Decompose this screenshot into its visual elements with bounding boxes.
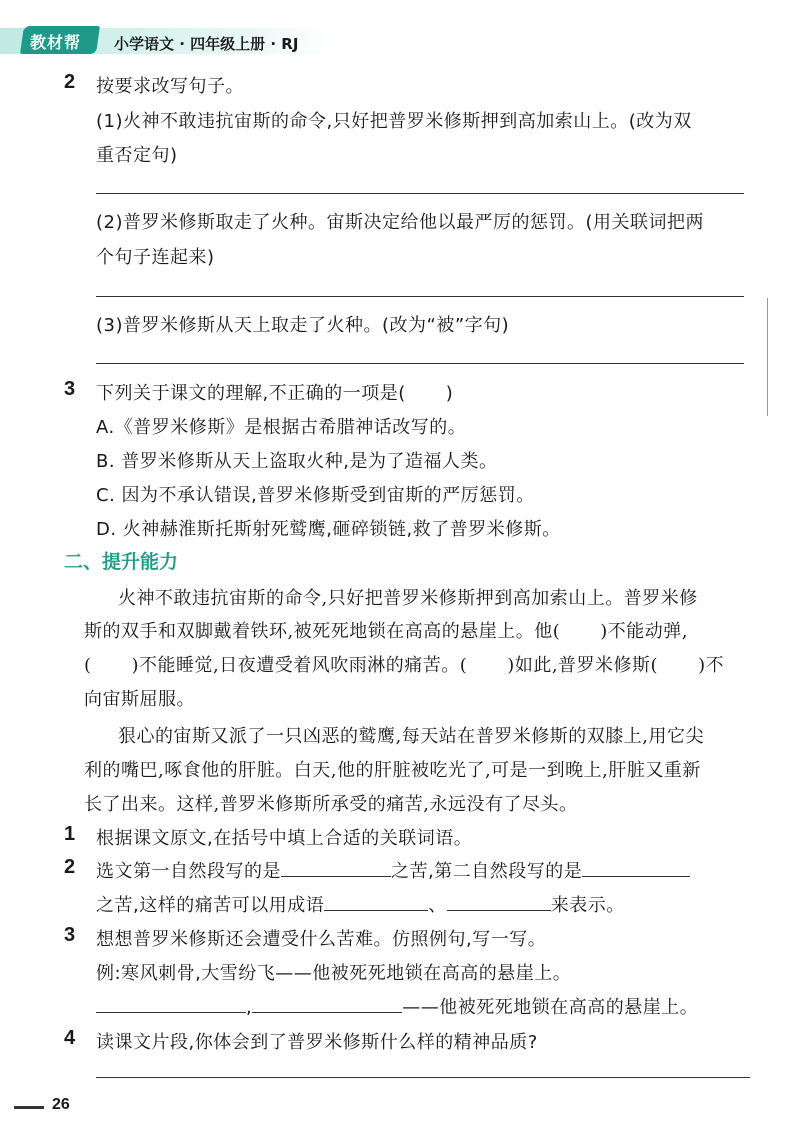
q3-stem-text: 下列关于课文的理解,不正确的一项是( <box>96 383 406 404</box>
task2-blank-4[interactable] <box>447 892 551 911</box>
q2-item1-line2: 重否定句) <box>96 145 178 166</box>
passage-p1-line3-mid: )不能睡觉,日夜遭受着风吹雨淋的痛苦。( <box>131 655 468 676</box>
passage-p1-line3-mid2: )如此,普罗米修斯( <box>507 655 659 676</box>
section2-title: 二、提升能力 <box>64 551 179 573</box>
answer-line-2[interactable] <box>96 296 744 297</box>
task2-line2 <box>96 891 625 917</box>
passage-p1-line4: 向宙斯屈服。 <box>84 689 195 710</box>
task3-example: 例:寒风刺骨,大雪纷飞——他被死死地锁在高高的悬崖上。 <box>96 963 572 984</box>
task2-text-a: 选文第一自然段写的是 <box>96 861 281 882</box>
passage-p2-line3: 长了出来。这样,普罗米修斯所承受的痛苦,永远没有了尽头。 <box>84 794 578 815</box>
passage-open-paren: ( <box>84 655 92 676</box>
task4-number: 4 <box>64 1027 76 1049</box>
q2-item2-line2: 个句子连起来) <box>96 247 215 268</box>
task3-blank-2[interactable] <box>252 994 402 1013</box>
q2-item3: (3)普罗米修斯从天上取走了火种。(改为“被”字句) <box>96 315 510 336</box>
q3-option-c: C. 因为不承认错误,普罗米修斯受到宙斯的严厉惩罚。 <box>96 485 535 506</box>
task3-comma: , <box>246 997 253 1018</box>
q3-option-b: B. 普罗米修斯从天上盗取火种,是为了造福人类。 <box>96 451 498 472</box>
passage-p1-line2 <box>84 617 688 643</box>
passage-p1-line1: 火神不敢违抗宙斯的命令,只好把普罗米修斯押到高加索山上。普罗米修 <box>118 588 698 609</box>
q3-number: 3 <box>64 378 76 400</box>
page-edge-mark <box>767 298 768 416</box>
passage-p2-line1: 狠心的宙斯又派了一只凶恶的鹫鹰,每天站在普罗米修斯的双膝上,用它尖 <box>118 726 704 747</box>
task3-fill-line <box>96 993 698 1019</box>
q3-stem-close: ) <box>445 383 454 404</box>
answer-line-1[interactable] <box>96 193 744 194</box>
task3-tail: ——他被死死地锁在高高的悬崖上。 <box>402 997 699 1018</box>
task2-line1 <box>96 857 690 883</box>
page-number: 26 <box>52 1096 70 1113</box>
passage-p1-line2-tail: )不能动弹, <box>600 621 688 642</box>
header-badge-text: 教材帮 <box>30 33 82 52</box>
task2-sep: 、 <box>428 895 447 916</box>
header-subtitle: 小学语文 · 四年级上册 · RJ <box>114 35 299 53</box>
task2-blank-2[interactable] <box>582 858 690 877</box>
task2-text-d: 来表示。 <box>550 895 625 916</box>
task3-number: 3 <box>64 924 76 946</box>
q3-option-a: A.《普罗米修斯》是根据古希腊神话改写的。 <box>96 417 467 438</box>
q2-number: 2 <box>64 71 76 93</box>
task2-text-b: 之苦,第二自然段写的是 <box>391 861 583 882</box>
q2-item2-line1: (2)普罗米修斯取走了火种。宙斯决定给他以最严厉的惩罚。(用关联词把两 <box>96 212 705 233</box>
task1-text: 根据课文原文,在括号中填上合适的关联词语。 <box>96 828 473 849</box>
q3-option-d: D. 火神赫淮斯托斯射死鹫鹰,砸碎锁链,救了普罗米修斯。 <box>96 519 561 540</box>
q2-title: 按要求改写句子。 <box>96 76 244 97</box>
passage-p1-line2-text: 斯的双手和双脚戴着铁环,被死死地锁在高高的悬崖上。他( <box>84 621 561 642</box>
footer-dash <box>14 1106 44 1109</box>
task3-text: 想想普罗米修斯还会遭受什么苦难。仿照例句,写一写。 <box>96 929 547 950</box>
task1-number: 1 <box>64 823 76 845</box>
task2-blank-3[interactable] <box>324 892 428 911</box>
answer-line-3[interactable] <box>96 363 744 364</box>
passage-p1-line3-tail: )不 <box>698 655 725 676</box>
passage-p2-line2: 利的嘴巴,啄食他的肝脏。白天,他的肝脏被吃光了,可是一到晚上,肝脏又重新 <box>84 760 701 781</box>
answer-line-task4[interactable] <box>96 1077 750 1078</box>
q2-item1-line1: (1)火神不敢违抗宙斯的命令,只好把普罗米修斯押到高加索山上。(改为双 <box>96 111 692 132</box>
passage-p1-line3 <box>84 651 724 677</box>
task2-blank-1[interactable] <box>281 858 391 877</box>
task2-number: 2 <box>64 856 76 878</box>
task4-text: 读课文片段,你体会到了普罗米修斯什么样的精神品质? <box>96 1032 538 1053</box>
q3-stem <box>96 379 453 405</box>
task2-text-c: 之苦,这样的痛苦可以用成语 <box>96 895 325 916</box>
task3-blank-1[interactable] <box>96 994 246 1013</box>
